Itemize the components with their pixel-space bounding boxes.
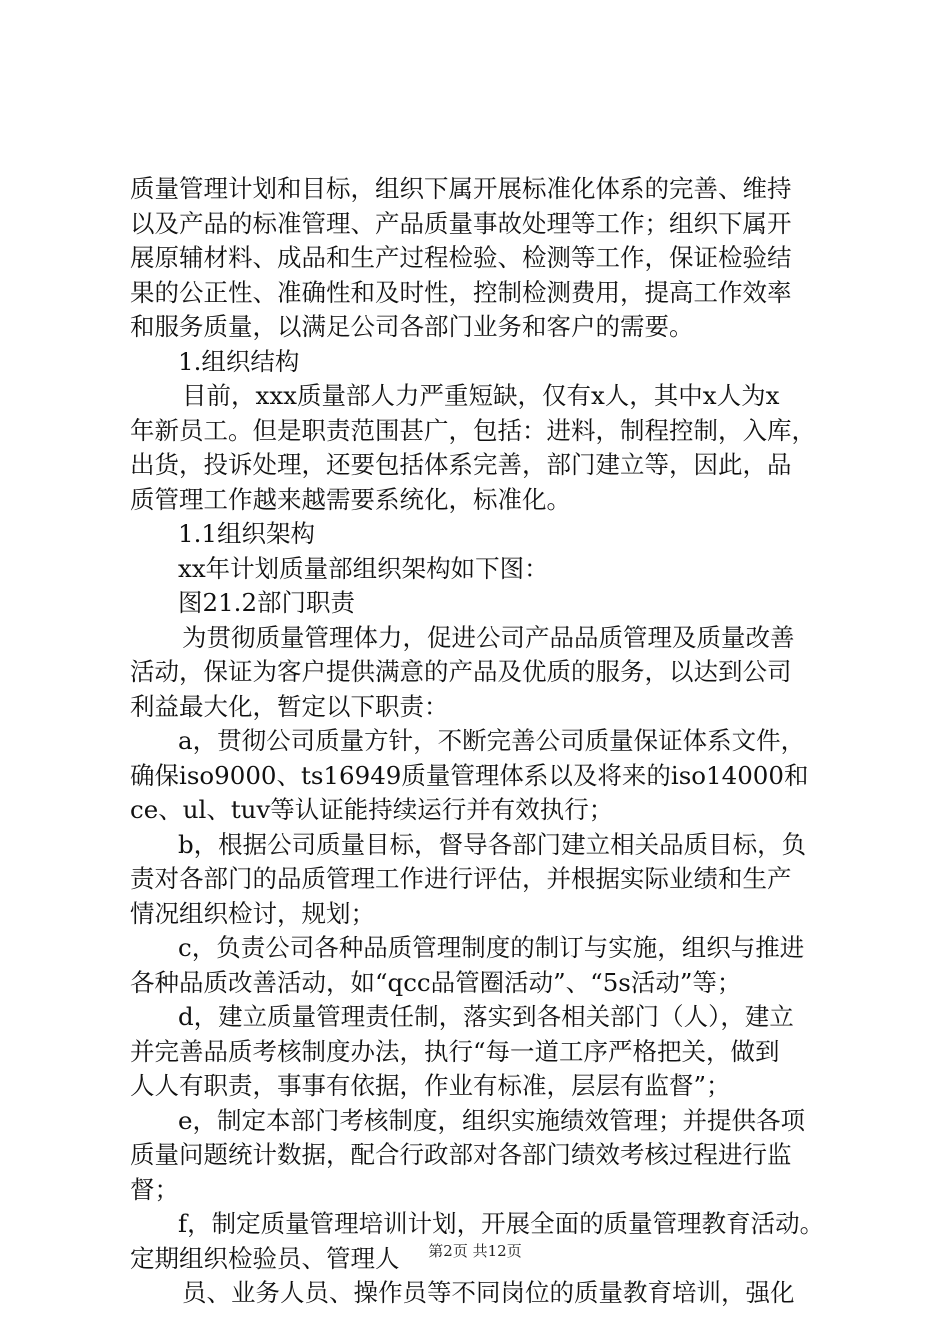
list-item-c: c，负责公司各种品质管理制度的制订与实施，组织与推进 (178, 933, 805, 962)
body-line: 展原辅材料、成品和生产过程检验、检测等工作，保证检验结 (130, 243, 792, 272)
body-line: 为贯彻质量管理体力，促进公司产品品质管理及质量改善 (182, 622, 795, 652)
body-line: 年新员工。但是职责范围甚广，包括：进料，制程控制，入库， (130, 415, 816, 445)
body-line: 员、业务人员、操作员等不同岗位的质量教育培训，强化 (182, 1278, 795, 1307)
body-line: ce、ul、tuv等认证能持续运行并有效执行； (130, 795, 614, 824)
body-line: 并完善品质考核制度办法，执行“每一道工序严格把关，做到 (130, 1036, 780, 1066)
body-line: 各种品质改善活动，如“qcc品管圈活动”、“5s活动”等； (130, 967, 742, 997)
section-heading: 图21.2部门职责 (178, 588, 356, 617)
body-line: 督； (130, 1174, 179, 1204)
list-item-f: f，制定质量管理培训计划，开展全面的质量管理教育活动。 (178, 1209, 825, 1238)
section-heading: 1.组织结构 (178, 346, 300, 376)
body-line: 定期组织检验员、管理人 (130, 1243, 400, 1273)
section-heading: 1.1组织架构 (178, 519, 315, 548)
body-line: 情况组织检讨，规划； (130, 898, 375, 928)
body-line: 果的公正性、准确性和及时性，控制检测费用，提高工作效率 (130, 277, 792, 307)
list-item-e: e，制定本部门考核制度，组织实施绩效管理；并提供各项 (178, 1105, 805, 1135)
document-body (130, 172, 835, 1311)
body-line: 确保iso9000、ts16949质量管理体系以及将来的iso14000和 (130, 760, 809, 790)
list-item-a: a，贯彻公司质量方针，不断完善公司质量保证体系文件， (178, 726, 806, 755)
body-line: 责对各部门的品质管理工作进行评估，并根据实际业绩和生产 (130, 864, 792, 893)
body-line: 人人有职责，事事有依据，作业有标准，层层有监督”； (130, 1071, 731, 1100)
body-line: 利益最大化，暂定以下职责： (130, 691, 449, 721)
body-line: 质管理工作越来越需要系统化，标准化。 (130, 484, 571, 514)
body-line: 质量管理计划和目标，组织下属开展标准化体系的完善、维持 (130, 174, 792, 203)
page-number-footer: 第2页 共12页 (428, 1242, 522, 1260)
body-line: xx年计划质量部组织架构如下图： (178, 553, 549, 583)
list-item-d: d，建立质量管理责任制，落实到各相关部门（人），建立 (178, 1002, 794, 1031)
body-line: 和服务质量，以满足公司各部门业务和客户的需要。 (130, 312, 694, 341)
body-line: 目前，xxx质量部人力严重短缺，仅有x人，其中x人为x (182, 381, 780, 410)
body-line: 质量问题统计数据，配合行政部对各部门绩效考核过程进行监 (130, 1140, 792, 1169)
body-line: 以及产品的标准管理、产品质量事故处理等工作；组织下属开 (130, 208, 792, 238)
list-item-b: b，根据公司质量目标，督导各部门建立相关品质目标，负 (178, 829, 807, 859)
body-line: 活动，保证为客户提供满意的产品及优质的服务，以达到公司 (130, 657, 792, 686)
body-line: 出货，投诉处理，还要包括体系完善，部门建立等，因此，品 (130, 450, 792, 479)
